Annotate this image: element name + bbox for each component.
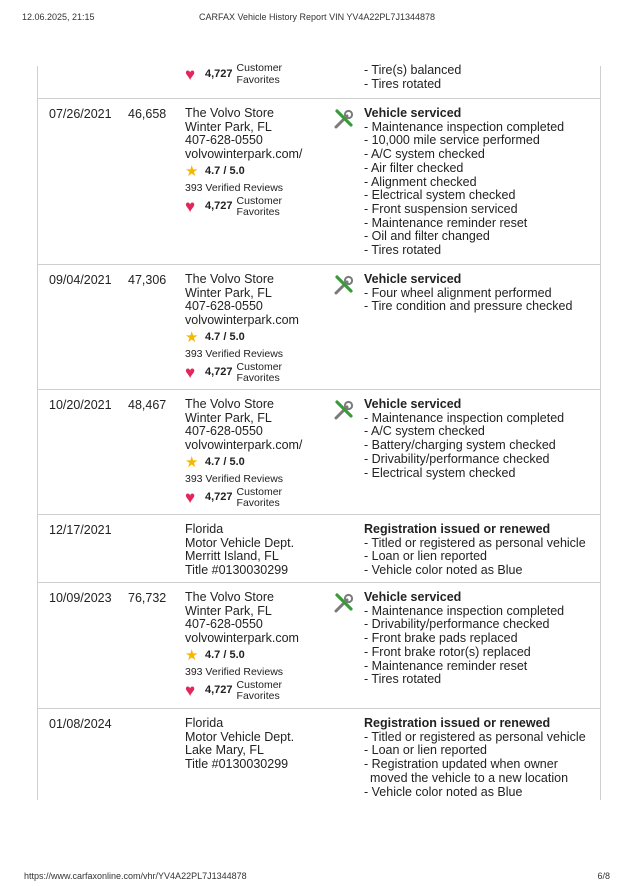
detail-item: - Tires rotated <box>364 673 564 687</box>
favorites: ♥ 4,727 Customer Favorites <box>185 485 283 510</box>
record-title: Registration issued or renewed <box>364 522 551 536</box>
detail-item: - Front brake pads replaced <box>364 632 564 646</box>
record-details <box>364 273 572 314</box>
print-datetime: 12.06.2025, 21:15 <box>22 12 95 22</box>
dealer-rating: ★ 4.7 / 5.0 <box>185 453 245 471</box>
dealer-source: The Volvo Store Winter Park, FL 407-628-0550 volvowinterpark.com ★ 4.7 / 5.0 393 Verified Reviews ♥ 4,727 Customer Favorites <box>185 590 299 703</box>
dmv-source: Florida Motor Vehicle Dept. Merritt Island, FL Title #0130030299 <box>185 522 295 578</box>
favorites: ♥ 4,727 Customer Favorites <box>185 360 283 385</box>
favorites-count: 4,727 <box>205 67 233 80</box>
dealer-rating: ★ 4.7 / 5.0 <box>185 646 245 664</box>
detail-item: - Tire(s) balanced <box>364 64 461 78</box>
detail-item: - Electrical system checked <box>364 189 564 203</box>
record-date: 09/04/2021 <box>49 273 112 287</box>
history-table <box>37 57 600 807</box>
verified-reviews: 393 Verified Reviews <box>185 665 284 678</box>
footer-url: https://www.carfaxonline.com/vhr/YV4A22PL7J1344878 <box>24 871 247 881</box>
heart-icon: ♥ <box>185 197 196 217</box>
print-title: CARFAX Vehicle History Report VIN YV4A22PL7J1344878 <box>199 12 435 22</box>
table-row <box>37 265 600 390</box>
detail-item: - Maintenance reminder reset <box>364 660 564 674</box>
detail-item: - Registration updated when owner moved the vehicle to a new location <box>364 758 596 785</box>
detail-item: - Front brake rotor(s) replaced <box>364 646 564 660</box>
detail-item: - Tires rotated <box>364 244 564 258</box>
verified-reviews: 393 Verified Reviews <box>185 472 284 485</box>
record-mileage: 48,467 <box>128 398 167 412</box>
right-border <box>600 66 601 800</box>
detail-item: - Tire condition and pressure checked <box>364 300 572 314</box>
star-icon: ★ <box>185 453 199 471</box>
record-date: 12/17/2021 <box>49 523 112 537</box>
detail-item: - Loan or lien reported <box>364 744 596 758</box>
detail-item: - Front suspension serviced <box>364 203 564 217</box>
detail-item: - Vehicle color noted as Blue <box>364 564 586 578</box>
record-title: Vehicle serviced <box>364 590 462 604</box>
detail-item: - Titled or registered as personal vehicle <box>364 731 596 745</box>
table-row <box>37 583 600 709</box>
record-mileage: 76,732 <box>128 591 167 605</box>
table-row <box>37 515 600 583</box>
record-title: Vehicle serviced <box>364 106 462 120</box>
record-mileage: 47,306 <box>128 273 167 287</box>
record-date: 01/08/2024 <box>49 717 112 731</box>
dealer-source: The Volvo Store Winter Park, FL 407-628-0550 volvowinterpark.com/ ★ 4.7 / 5.0 393 Verified Reviews ♥ 4,727 Customer Favorites <box>185 397 303 510</box>
page-number: 6/8 <box>597 871 610 881</box>
table-row <box>37 57 600 99</box>
star-icon: ★ <box>185 162 199 180</box>
heart-icon: ♥ <box>185 488 196 508</box>
dealer-source <box>185 63 282 86</box>
tools-icon <box>333 592 355 614</box>
tools-icon <box>333 108 355 130</box>
heart-icon: ♥ <box>185 363 196 383</box>
record-title: Vehicle serviced <box>364 272 462 286</box>
tools-icon <box>333 399 355 421</box>
detail-item: - Drivability/performance checked <box>364 453 564 467</box>
heart-icon: ♥ <box>185 64 196 84</box>
star-icon: ★ <box>185 328 199 346</box>
favorites-label: Customer Favorites <box>236 62 283 86</box>
detail-item: - Four wheel alignment performed <box>364 287 572 301</box>
detail-item: - Air filter checked <box>364 162 564 176</box>
record-details <box>364 591 564 687</box>
detail-item: - Drivability/performance checked <box>364 618 564 632</box>
table-row <box>37 390 600 515</box>
detail-item: - Maintenance inspection completed <box>364 605 564 619</box>
dmv-source: Florida Motor Vehicle Dept. Lake Mary, FL Title #0130030299 <box>185 716 295 772</box>
detail-item: - A/C system checked <box>364 148 564 162</box>
detail-item: - Titled or registered as personal vehicle <box>364 537 586 551</box>
detail-item: - Maintenance inspection completed <box>364 412 564 426</box>
favorites <box>185 63 282 86</box>
detail-item: - 10,000 mile service performed <box>364 134 564 148</box>
heart-icon: ♥ <box>185 681 196 701</box>
favorites: ♥ 4,727 Customer Favorites <box>185 678 283 703</box>
verified-reviews: 393 Verified Reviews <box>185 181 284 194</box>
record-date: 10/20/2021 <box>49 398 112 412</box>
record-details <box>364 107 564 258</box>
detail-item: - Alignment checked <box>364 176 564 190</box>
star-icon: ★ <box>185 646 199 664</box>
record-title: Vehicle serviced <box>364 397 462 411</box>
record-date: 10/09/2023 <box>49 591 112 605</box>
record-details <box>364 398 564 480</box>
dealer-rating: ★ 4.7 / 5.0 <box>185 328 245 346</box>
detail-item: - Electrical system checked <box>364 467 564 481</box>
record-date: 07/26/2021 <box>49 107 112 121</box>
favorites: ♥ 4,727 Customer Favorites <box>185 194 283 219</box>
detail-item: - Tires rotated <box>364 78 461 92</box>
detail-item: - Oil and filter changed <box>364 230 564 244</box>
dealer-source: The Volvo Store Winter Park, FL 407-628-0550 volvowinterpark.com ★ 4.7 / 5.0 393 Verified Reviews ♥ 4,727 Customer Favorites <box>185 272 299 385</box>
tools-icon <box>333 274 355 296</box>
detail-item: - A/C system checked <box>364 425 564 439</box>
record-details <box>364 717 596 799</box>
detail-item: - Loan or lien reported <box>364 550 586 564</box>
record-mileage: 46,658 <box>128 107 167 121</box>
verified-reviews: 393 Verified Reviews <box>185 347 284 360</box>
detail-item: - Battery/charging system checked <box>364 439 564 453</box>
detail-item: - Maintenance reminder reset <box>364 217 564 231</box>
dealer-rating: ★ 4.7 / 5.0 <box>185 162 245 180</box>
table-row <box>37 99 600 265</box>
record-title: Registration issued or renewed <box>364 716 551 730</box>
detail-item: - Maintenance inspection completed <box>364 121 564 135</box>
record-details <box>364 523 586 578</box>
detail-item: - Vehicle color noted as Blue <box>364 786 596 800</box>
dealer-source: The Volvo Store Winter Park, FL 407-628-0550 volvowinterpark.com/ ★ 4.7 / 5.0 393 Verified Reviews ♥ 4,727 Customer Favorites <box>185 106 303 219</box>
table-row <box>37 709 600 807</box>
record-details <box>364 64 461 91</box>
